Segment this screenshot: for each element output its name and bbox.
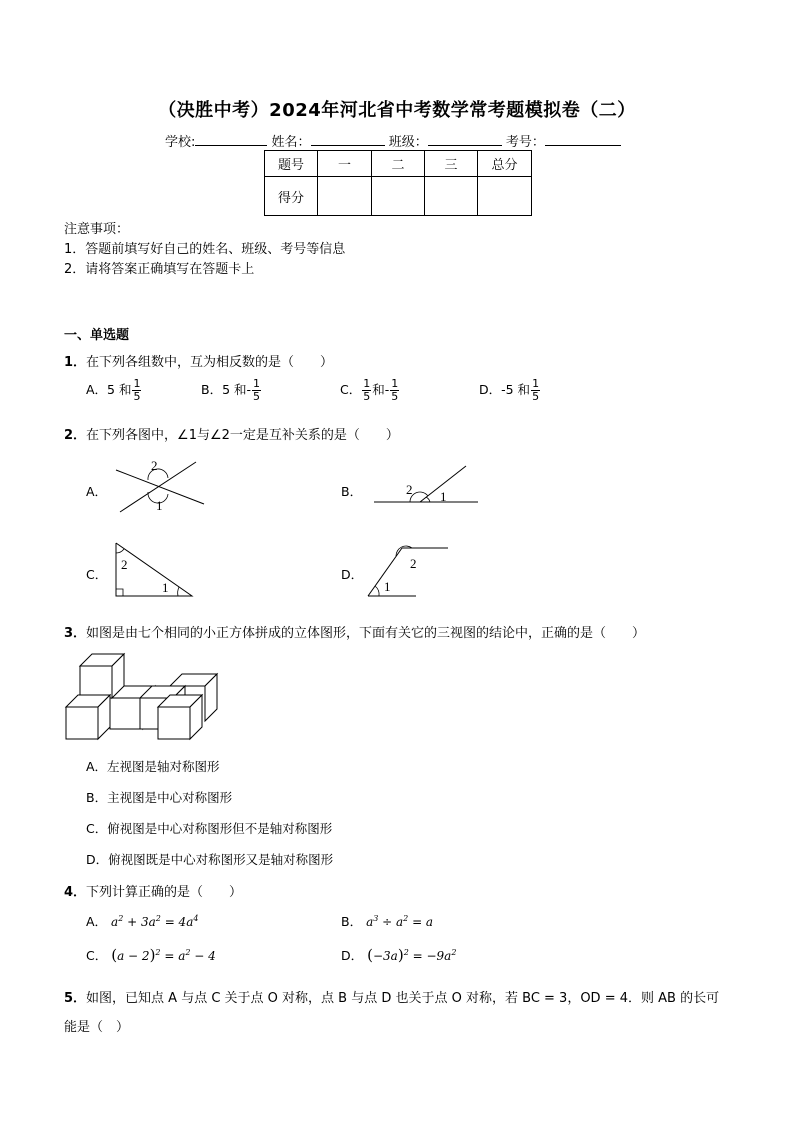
fraction-denominator: 5	[532, 390, 540, 403]
score-header-cell: 三	[425, 151, 478, 177]
option-text: 和-	[372, 382, 390, 397]
option-label: B．	[341, 914, 363, 929]
school-blank[interactable]	[195, 131, 267, 146]
fraction-denominator: 5	[363, 390, 371, 403]
score-table	[264, 150, 532, 216]
question-text: 在下列各组数中，互为相反数的是（ ）	[86, 355, 334, 370]
fraction	[390, 378, 399, 403]
score-cell[interactable]	[478, 177, 532, 216]
fraction-numerator: 1	[363, 377, 371, 390]
q4-option-a[interactable]	[86, 912, 198, 930]
question-3-stem	[64, 622, 645, 641]
score-header-cell: 二	[372, 151, 425, 177]
q1-option-c[interactable]	[340, 378, 400, 403]
option-label: D．	[341, 948, 364, 963]
question-2-stem	[64, 424, 399, 443]
score-header-cell: 一	[318, 151, 372, 177]
q1-option-a[interactable]	[86, 378, 142, 403]
question-5-stem-continued: 能是（ ）	[64, 1020, 130, 1035]
angle-1-label: 1	[156, 498, 163, 513]
question-text: 如图，已知点 A 与点 C 关于点 O 对称，点 B 与点 D 也关于点 O 对称，若 BC = 3，OD = 4．则 AB 的长可	[86, 991, 720, 1006]
score-cell[interactable]	[372, 177, 425, 216]
fraction-numerator: 1	[133, 377, 141, 390]
notes-block	[64, 220, 345, 280]
angle-2-label: 2	[151, 458, 158, 473]
score-header-cell: 题号	[265, 151, 318, 177]
question-text: 如图是由七个相同的小正方体拼成的立体图形，下面有关它的三视图的结论中，正确的是（ ）	[86, 626, 646, 641]
q2-figure-d	[366, 543, 452, 599]
angle-2-label: 2	[121, 557, 128, 572]
score-cell[interactable]	[425, 177, 478, 216]
id-blank[interactable]	[545, 131, 621, 146]
school-label: 学校:	[165, 135, 196, 150]
formula: $a^2 + 3a^2 = 4a^4$	[111, 914, 199, 929]
q4-option-d[interactable]	[341, 946, 456, 964]
q1-option-b[interactable]	[201, 378, 262, 403]
fraction-denominator: 5	[391, 390, 399, 403]
score-table-header-row	[265, 151, 532, 177]
fraction	[252, 378, 261, 403]
fraction	[362, 378, 371, 403]
note-item: 1．答题前填写好自己的姓名、班级、考号等信息	[64, 242, 346, 257]
question-1-stem	[64, 351, 333, 370]
student-info-line	[165, 131, 621, 150]
fraction-numerator: 1	[391, 377, 399, 390]
angle-1-label: 1	[162, 580, 169, 595]
fraction-numerator: 1	[532, 377, 540, 390]
question-number: 3．	[64, 626, 87, 641]
question-text: 在下列各图中，∠1与∠2一定是互补关系的是（ ）	[86, 428, 399, 443]
option-label: C．	[340, 382, 362, 397]
note-item: 2．请将答案正确填写在答题卡上	[64, 262, 255, 277]
question-5-stem	[64, 987, 719, 1006]
class-label: 班级：	[388, 135, 428, 150]
score-header-cell: 总分	[478, 151, 532, 177]
option-label: B．5 和-	[201, 382, 252, 397]
q2-option-a-label[interactable]: A．	[86, 484, 108, 499]
q4-option-b[interactable]	[341, 912, 433, 930]
question-4-stem	[64, 881, 242, 900]
notes-heading: 注意事项：	[64, 222, 130, 237]
name-label: 姓名：	[271, 135, 311, 150]
q2-figure-b	[370, 462, 482, 508]
fraction-denominator: 5	[253, 390, 261, 403]
q4-option-c[interactable]	[86, 946, 216, 964]
score-row-label: 得分	[265, 177, 318, 216]
question-number: 5．	[64, 991, 87, 1006]
q3-option-b[interactable]: B．主视图是中心对称图形	[86, 790, 233, 805]
exam-title: （决胜中考）2024年河北省中考数学常考题模拟卷（二）	[158, 100, 636, 121]
score-table-row	[265, 177, 532, 216]
question-number: 4．	[64, 885, 87, 900]
name-blank[interactable]	[311, 131, 385, 146]
formula: $a^3 \div a^2 = a$	[366, 914, 434, 929]
angle-1-label: 1	[384, 579, 391, 594]
formula: $(-3a)^2 = -9a^2$	[367, 946, 457, 964]
option-label: A．5 和	[86, 382, 132, 397]
option-label: D．-5 和	[479, 382, 531, 397]
angle-2-label: 2	[410, 556, 417, 571]
fraction	[132, 378, 141, 403]
fraction-denominator: 5	[133, 390, 141, 403]
option-label: C．	[86, 948, 108, 963]
fraction-numerator: 1	[253, 377, 261, 390]
q1-option-d[interactable]	[479, 378, 541, 403]
option-label: A．	[86, 914, 108, 929]
q2-figure-c	[112, 540, 198, 600]
question-number: 1．	[64, 355, 87, 370]
formula: $(a - 2)^2 = a^2 - 4$	[111, 946, 216, 964]
q3-option-c[interactable]: C．俯视图是中心对称图形但不是轴对称图形	[86, 821, 333, 836]
q3-option-a[interactable]: A．左视图是轴对称图形	[86, 759, 220, 774]
section-heading: 一、单选题	[64, 328, 130, 343]
class-blank[interactable]	[428, 131, 502, 146]
q2-option-b-label[interactable]: B．	[341, 484, 363, 499]
score-cell[interactable]	[318, 177, 372, 216]
q3-option-d[interactable]: D．俯视图既是中心对称图形又是轴对称图形	[86, 852, 334, 867]
angle-2-label: 2	[406, 482, 413, 497]
q2-figure-a	[112, 456, 212, 518]
angle-1-label: 1	[440, 489, 447, 504]
id-label: 考号：	[505, 135, 545, 150]
q2-option-c-label[interactable]: C．	[86, 567, 108, 582]
fraction	[531, 378, 540, 403]
question-number: 2．	[64, 428, 87, 443]
question-text: 下列计算正确的是（ ）	[86, 885, 243, 900]
q2-option-d-label[interactable]: D．	[341, 567, 364, 582]
q3-cube-figure	[62, 652, 222, 742]
